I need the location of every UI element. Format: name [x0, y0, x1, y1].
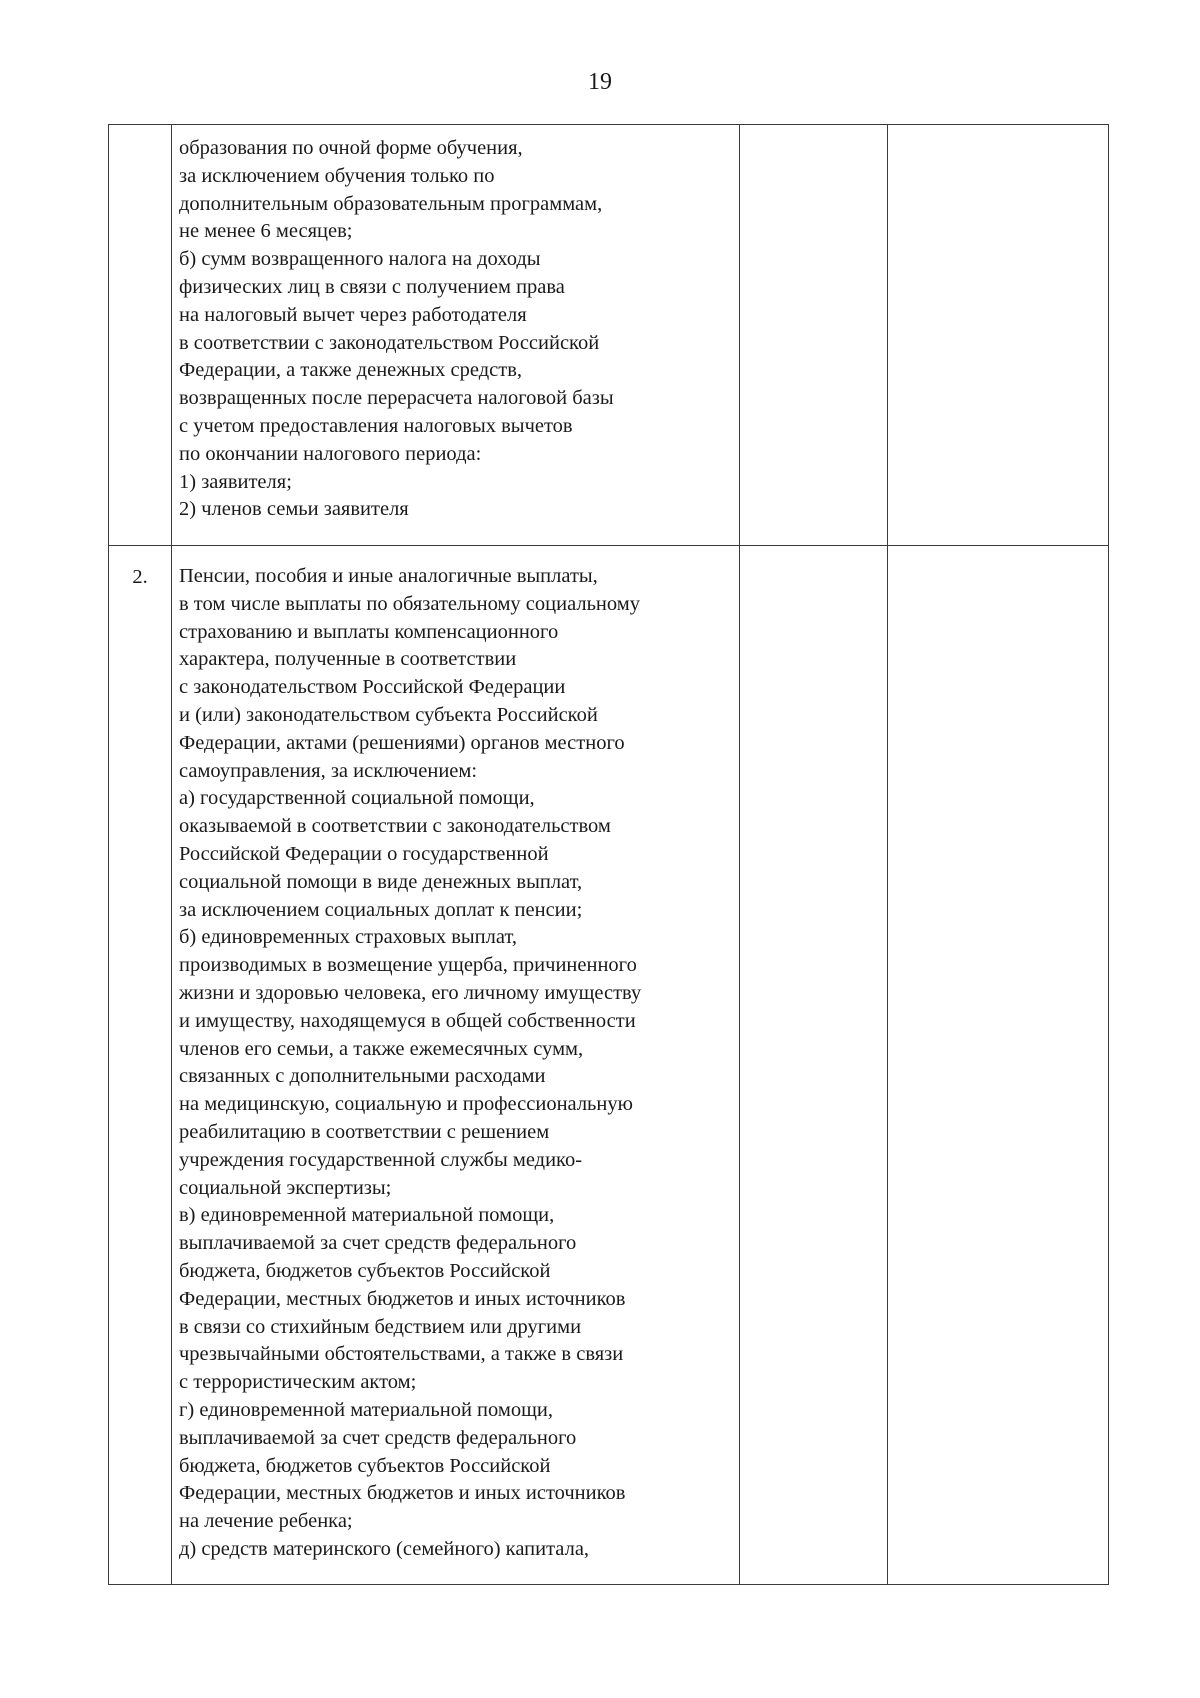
table-row [109, 125, 1109, 546]
row-empty-cell [740, 125, 888, 546]
row-description-cell [172, 125, 740, 546]
text-line: с учетом предоставления налоговых вычетов [179, 414, 573, 437]
text-line: на медицинскую, социальную и профессиональную [179, 1093, 633, 1116]
text-line: выплачиваемой за счет средств федерального [179, 1426, 577, 1449]
row-empty-cell [888, 546, 1109, 1585]
text-line: чрезвычайными обстоятельствами, а также в связи [179, 1343, 624, 1366]
row-number-cell: 2. [109, 546, 172, 1585]
text-line: г) единовременной материальной помощи, [179, 1398, 553, 1421]
text-line: учреждения государственной службы медико- [179, 1148, 583, 1171]
text-line: с законодательством Российской Федерации [179, 676, 566, 699]
text-line: в соответствии с законодательством Российской [179, 331, 600, 354]
text-line: 2) членов семьи заявителя [179, 498, 409, 521]
text-line: Федерации, местных бюджетов и иных источников [179, 1482, 626, 1505]
row-empty-cell [740, 546, 888, 1585]
text-line: не менее 6 месяцев; [179, 220, 353, 243]
text-line: на лечение ребенка; [179, 1510, 353, 1533]
text-line: за исключением социальных доплат к пенсии; [179, 898, 583, 921]
text-line: и (или) законодательством субъекта Российской [179, 703, 598, 726]
text-line: в том числе выплаты по обязательному социальному [179, 592, 640, 615]
row-empty-cell [888, 125, 1109, 546]
text-line: и имуществу, находящемуся в общей собственности [179, 1009, 636, 1032]
text-line: производимых в возмещение ущерба, причиненного [179, 954, 637, 977]
text-line: образования по очной форме обучения, [179, 137, 523, 159]
text-line: социальной помощи в виде денежных выплат, [179, 870, 583, 893]
text-line: д) средств материнского (семейного) капитала, [179, 1537, 590, 1560]
page-number: 19 [588, 69, 612, 95]
text-line: страхованию и выплаты компенсационного [179, 620, 559, 643]
text-line: связанных с дополнительными расходами [179, 1065, 546, 1088]
text-line: Российской Федерации о государственной [179, 842, 549, 865]
text-line: Федерации, местных бюджетов и иных источников [179, 1287, 626, 1310]
text-line: членов его семьи, а также ежемесячных сумм, [179, 1037, 584, 1060]
text-line: в) единовременной материальной помощи, [179, 1204, 555, 1227]
text-line: а) государственной социальной помощи, [179, 787, 535, 810]
row-description-cell [172, 546, 740, 1585]
text-line: Федерации, актами (решениями) органов местного [179, 731, 625, 754]
text-line: реабилитацию в соответствии с решением [179, 1120, 550, 1143]
text-line: б) сумм возвращенного налога на доходы [179, 248, 541, 271]
text-line: 1) заявителя; [179, 470, 292, 493]
document-table [108, 124, 1109, 1585]
text-line: выплачиваемой за счет средств федерального [179, 1232, 577, 1255]
text-line: б) единовременных страховых выплат, [179, 926, 517, 949]
text-line: по окончании налогового периода: [179, 442, 482, 465]
text-line: возвращенных после перерасчета налоговой базы [179, 387, 614, 410]
text-line: оказываемой в соответствии с законодательством [179, 815, 611, 838]
table-row [109, 546, 1109, 1585]
text-line: с террористическим актом; [179, 1371, 417, 1394]
text-line: в связи со стихийным бедствием или другими [179, 1315, 582, 1338]
text-line: Федерации, а также денежных средств, [179, 359, 523, 382]
text-line: характера, полученные в соответствии [179, 648, 517, 671]
text-line: бюджета, бюджетов субъектов Российской [179, 1259, 551, 1282]
text-line: за исключением обучения только по [179, 164, 495, 187]
text-line: дополнительным образовательным программам, [179, 192, 603, 215]
text-line: Пенсии, пособия и иные аналогичные выплаты, [179, 565, 598, 587]
text-line: самоуправления, за исключением: [179, 759, 478, 782]
text-line: жизни и здоровью человека, его личному имуществу [179, 981, 642, 1004]
text-line: бюджета, бюджетов субъектов Российской [179, 1454, 551, 1477]
text-line: на налоговый вычет через работодателя [179, 303, 527, 326]
text-line: физических лиц в связи с получением права [179, 275, 565, 298]
text-line: социальной экспертизы; [179, 1176, 392, 1199]
row-number-cell [109, 125, 172, 546]
